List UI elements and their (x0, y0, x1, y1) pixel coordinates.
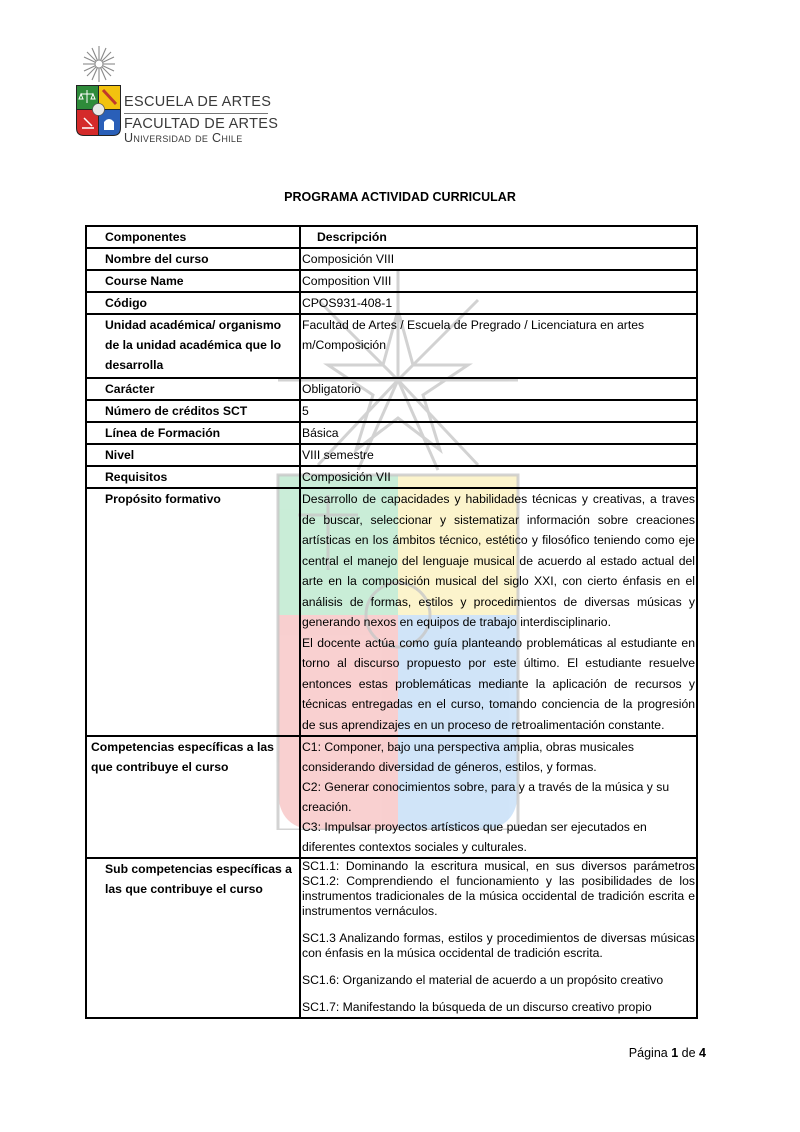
row-value: Facultad de Artes / Escuela de Pregrado / Licenciatura en artes m/Composición (300, 314, 697, 378)
spacer (302, 988, 695, 1000)
competencias-label: Competencias específicas a las que contribuye el curso (86, 736, 300, 858)
page-number (629, 1046, 706, 1060)
school-logo (74, 44, 294, 145)
table-row (86, 378, 697, 400)
logo-text (124, 95, 278, 145)
table-row-competencias (86, 736, 697, 858)
subcompetencia-item: SC1.1: Dominando la escritura musical, en sus diversos parámetros SC1.2: Comprendiendo el funcionamiento y las posibilidades de los instrumentos tradicionales de la música occidental de tradición escrita e instrumentos vernáculos. (302, 859, 695, 918)
page-prefix: Página (628, 1046, 668, 1060)
competencia-item: C1: Componer, bajo una perspectiva amplia, obras musicales considerando diversidad de géneros, estilos, y formas. (302, 740, 634, 774)
table-row (86, 314, 697, 378)
subcompetencia-item: SC1.3 Analizando formas, estilos y procedimientos de diversas músicas con énfasis en la música occidental de tradición escrita. (302, 931, 695, 960)
subcompetencias-value (300, 858, 697, 1018)
table-row (86, 292, 697, 314)
table-row-subcompetencias (86, 858, 697, 1018)
proposito-paragraph-2: El docente actúa como guía planteando problemáticas al estudiante en torno al discurso propuesto por este último. El estudiante resuelve entonces estas problemáticas mediante la aplicación de recursos y técnicas entregadas en el curso, tomando conciencia de la progresión de sus aprendizajes en un proceso de retroalimentación constante. (302, 635, 695, 732)
row-label: Requisitos (86, 466, 300, 488)
logo-faculty-name: FACULTAD DE ARTES (124, 115, 279, 132)
program-table (85, 225, 698, 1019)
header-description: Descripción (300, 226, 697, 248)
table-row (86, 444, 697, 466)
subcompetencia-item: SC1.6: Organizando el material de acuerdo a un propósito creativo (302, 973, 664, 987)
row-value: Composition VIII (300, 270, 697, 292)
row-value: VIII semestre (300, 444, 697, 466)
table-row-proposito (86, 488, 697, 736)
spacer (302, 919, 695, 931)
proposito-label: Propósito formativo (86, 488, 300, 736)
row-value: Básica (300, 422, 697, 444)
subcompetencia-item: SC1.7: Manifestando la búsqueda de un discurso creativo propio (302, 1000, 652, 1014)
competencias-value (300, 736, 697, 858)
sun-emblem-icon (82, 44, 116, 84)
proposito-paragraph-1: Desarrollo de capacidades y habilidades técnicas y creativas, a traves de buscar, seleccionar y sistematizar información sobre creaciones artísticas en los ámbitos técnico, estético y filosófico teniendo como eje central el manejo del lenguaje musical de acuerdo al estado actual del arte en la composición musical del siglo XXI, con cierto énfasis en el análisis de formas, estilos y procedimientos de diversas músicas y generando nexos en equipos de trabajo interdisciplinario. (302, 492, 695, 629)
logo-university-name: Universidad de Chile (124, 131, 243, 145)
table-row (86, 400, 697, 422)
row-label: Course Name (86, 270, 300, 292)
row-value: 5 (300, 400, 697, 422)
competencia-item: C2: Generar conocimientos sobre, para y a través de la música y su creación. (302, 780, 670, 814)
row-label: Número de créditos SCT (86, 400, 300, 422)
row-label: Unidad académica/ organismo de la unidad académica que lo desarrolla (86, 314, 300, 378)
table-row (86, 248, 697, 270)
row-value: CPOS931-408-1 (300, 292, 697, 314)
proposito-value (300, 488, 697, 736)
header-components: Componentes (86, 226, 300, 248)
table-row (86, 422, 697, 444)
row-value: Obligatorio (300, 378, 697, 400)
row-value: Composición VII (300, 466, 697, 488)
page-total: 4 (699, 1046, 706, 1060)
row-label: Línea de Formación (86, 422, 300, 444)
row-label: Código (86, 292, 300, 314)
row-label: Carácter (86, 378, 300, 400)
table-row (86, 270, 697, 292)
table-header-row (86, 226, 697, 248)
page-current: 1 (671, 1046, 679, 1060)
subcompetencias-label: Sub competencias específicas a las que contribuye el curso (86, 858, 300, 1018)
row-value: Composición VIII (300, 248, 697, 270)
competencia-item: C3: Impulsar proyectos artísticos que puedan ser ejecutados en diferentes contextos sociales y culturales. (302, 820, 647, 854)
spacer (302, 961, 695, 973)
page-middle: de (681, 1046, 696, 1060)
row-label: Nombre del curso (86, 248, 300, 270)
document-title: PROGRAMA ACTIVIDAD CURRICULAR (284, 190, 516, 204)
logo-divider (124, 113, 268, 114)
table-row (86, 466, 697, 488)
row-label: Nivel (86, 444, 300, 466)
university-shield-icon (76, 85, 121, 136)
logo-school-name: ESCUELA DE ARTES (124, 94, 272, 110)
